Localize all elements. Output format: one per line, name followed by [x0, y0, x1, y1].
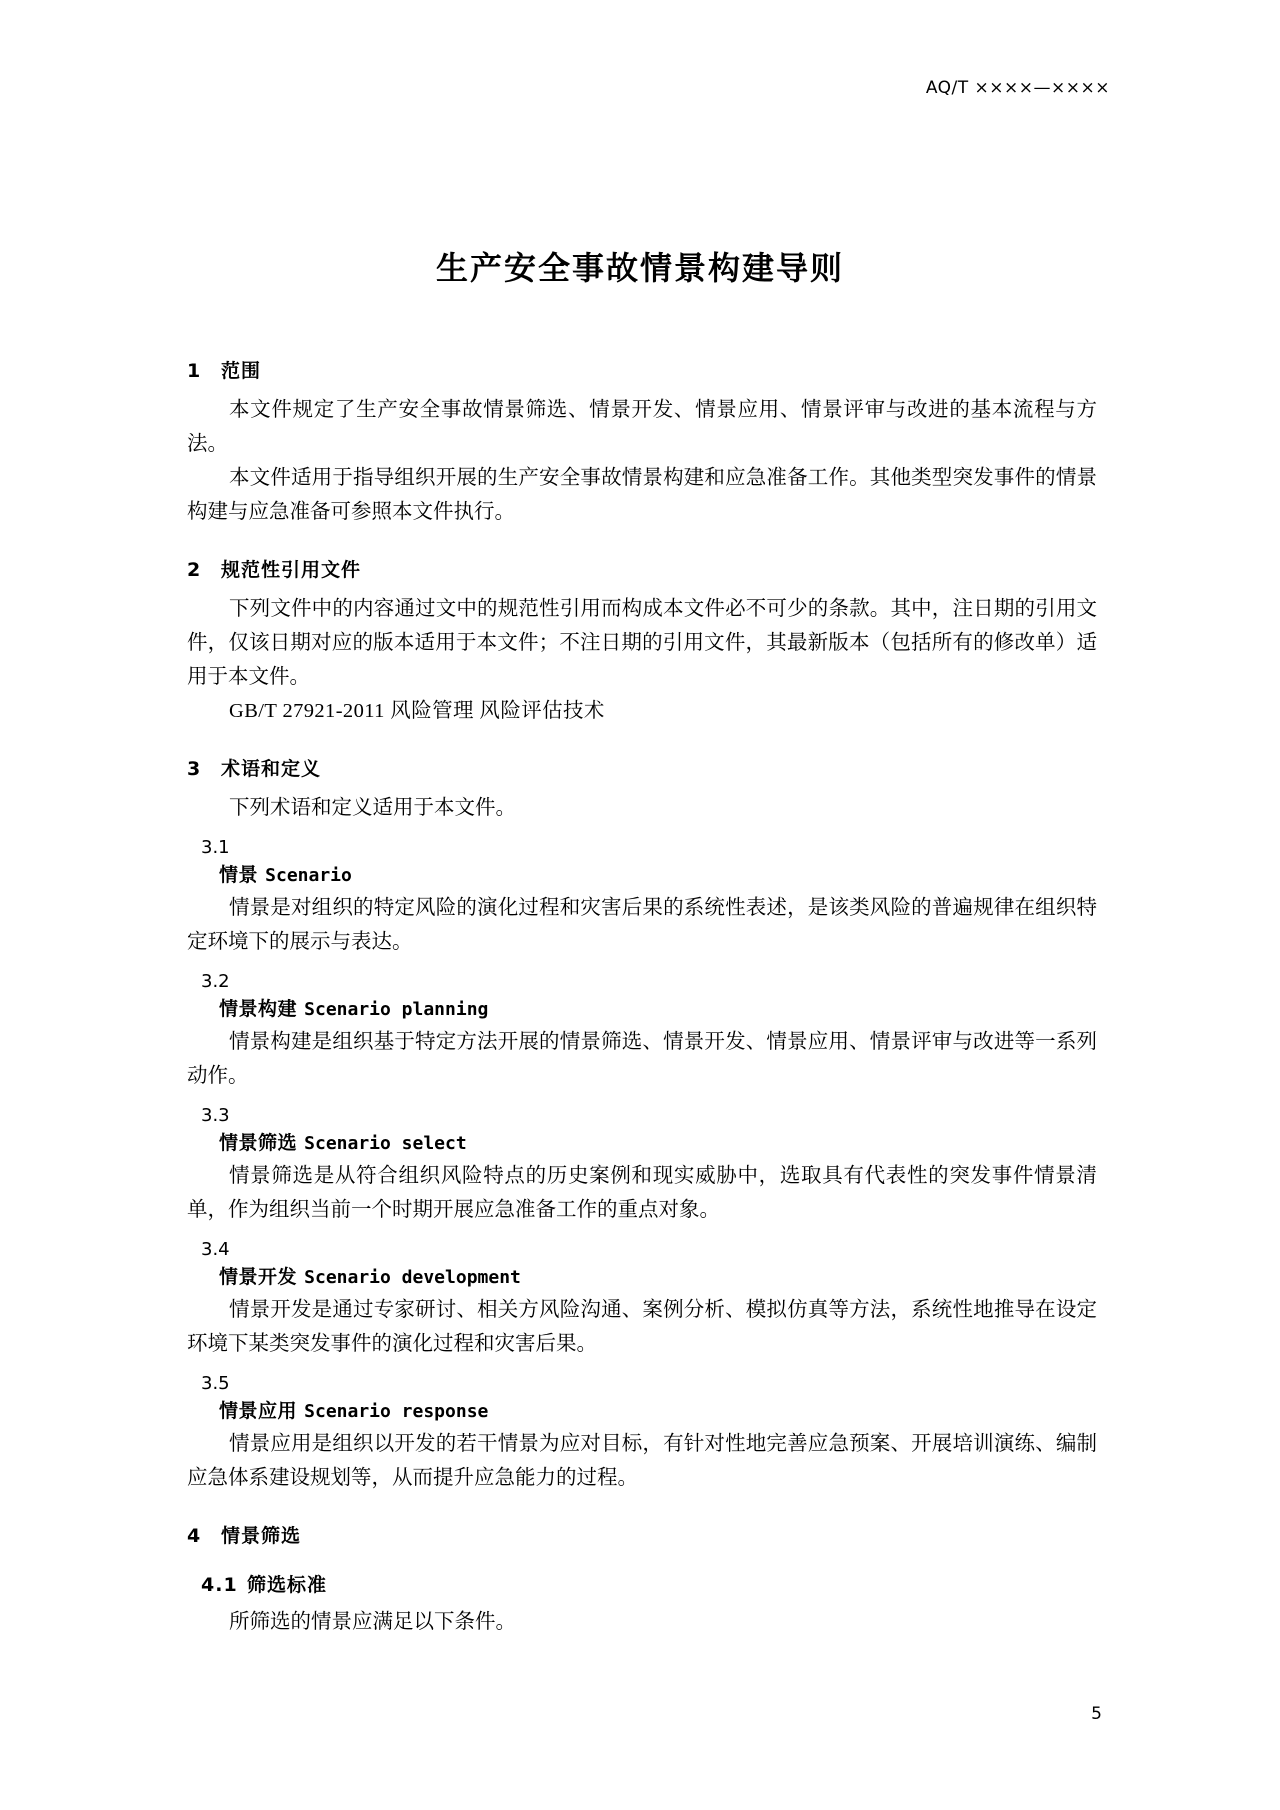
clause-title-2: 规范性引用文件: [221, 559, 362, 581]
term-number-3-3: 3.3: [201, 1105, 230, 1126]
term-definition-3-3: 情景筛选是从符合组织风险特点的历史案例和现实威胁中，选取具有代表性的突发事件情景清单，作为组织当前一个时期开展应急准备工作的重点对象。: [187, 1165, 1097, 1221]
subclause-number-4-1: 4.1: [201, 1574, 238, 1596]
clause-number-2: 2: [187, 559, 202, 581]
clause-heading-4: [187, 1521, 1097, 1548]
clause-heading-2: [187, 555, 1097, 582]
term-name-en-3-1: Scenario: [265, 865, 352, 886]
term-name-3-3: [187, 1128, 1097, 1155]
term-number-3-4: 3.4: [201, 1239, 230, 1260]
term-name-cn-3-3: 情景筛选: [219, 1132, 298, 1154]
paragraph-1-2: 本文件适用于指导组织开展的生产安全事故情景构建和应急准备工作。其他类型突发事件的情景构建与应急准备可参照本文件执行。: [187, 467, 1097, 523]
term-number-3-2: 3.2: [201, 971, 230, 992]
clause-number-3: 3: [187, 758, 202, 780]
page-number: 5: [1091, 1704, 1102, 1724]
clause-number-1: 1: [187, 360, 202, 382]
term-name-en-3-2: Scenario planning: [304, 999, 489, 1020]
clause-heading-3: [187, 754, 1097, 781]
page-title: 生产安全事故情景构建导则: [435, 249, 844, 288]
normative-reference-item: GB/T 27921-2011 风险管理 风险评估技术: [229, 700, 605, 722]
term-definition-3-1: 情景是对组织的特定风险的演化过程和灾害后果的系统性表述，是该类风险的普遍规律在组织特定环境下的展示与表达。: [187, 897, 1097, 953]
term-name-cn-3-1: 情景: [219, 864, 259, 886]
subclause-title-4-1: 筛选标准: [247, 1574, 328, 1596]
term-name-en-3-3: Scenario select: [304, 1133, 467, 1154]
paragraph-1-1: 本文件规定了生产安全事故情景筛选、情景开发、情景应用、情景评审与改进的基本流程与方法。: [187, 399, 1097, 455]
page-header-standard-code: AQ/T ××××—××××: [925, 78, 1110, 98]
paragraph-2-1: 下列文件中的内容通过文中的规范性引用而构成本文件必不可少的条款。其中，注日期的引用文件，仅该日期对应的版本适用于本文件；不注日期的引用文件，其最新版本（包括所有的修改单）适用于本文件。: [187, 598, 1097, 688]
clause-number-4: 4: [187, 1525, 202, 1547]
term-name-3-1: [187, 860, 1097, 887]
clause-heading-1: [187, 356, 1097, 383]
document-body: [187, 330, 1097, 1639]
clause-title-3: 术语和定义: [221, 758, 322, 780]
term-name-en-3-4: Scenario development: [304, 1267, 521, 1288]
clause-title-4: 情景筛选: [221, 1525, 302, 1547]
term-definition-3-4: 情景开发是通过专家研讨、相关方风险沟通、案例分析、模拟仿真等方法，系统性地推导在设定环境下某类突发事件的演化过程和灾害后果。: [187, 1299, 1097, 1355]
term-definition-3-5: 情景应用是组织以开发的若干情景为应对目标，有针对性地完善应急预案、开展培训演练、编制应急体系建设规划等，从而提升应急能力的过程。: [187, 1433, 1097, 1489]
term-name-3-5: [187, 1396, 1097, 1423]
term-name-en-3-5: Scenario response: [304, 1401, 489, 1422]
term-number-3-5: 3.5: [201, 1373, 230, 1394]
paragraph-3-1: 下列术语和定义适用于本文件。: [229, 797, 516, 819]
subclause-heading-4-1: [187, 1570, 1097, 1597]
term-name-3-2: [187, 994, 1097, 1021]
term-number-3-1: 3.1: [201, 837, 230, 858]
term-definition-3-2: 情景构建是组织基于特定方法开展的情景筛选、情景开发、情景应用、情景评审与改进等一系列动作。: [187, 1031, 1097, 1087]
term-name-cn-3-4: 情景开发: [219, 1266, 298, 1288]
term-name-3-4: [187, 1262, 1097, 1289]
paragraph-4-1-1: 所筛选的情景应满足以下条件。: [229, 1611, 516, 1633]
term-name-cn-3-5: 情景应用: [219, 1400, 298, 1422]
term-name-cn-3-2: 情景构建: [219, 998, 298, 1020]
clause-title-1: 范围: [221, 360, 262, 382]
